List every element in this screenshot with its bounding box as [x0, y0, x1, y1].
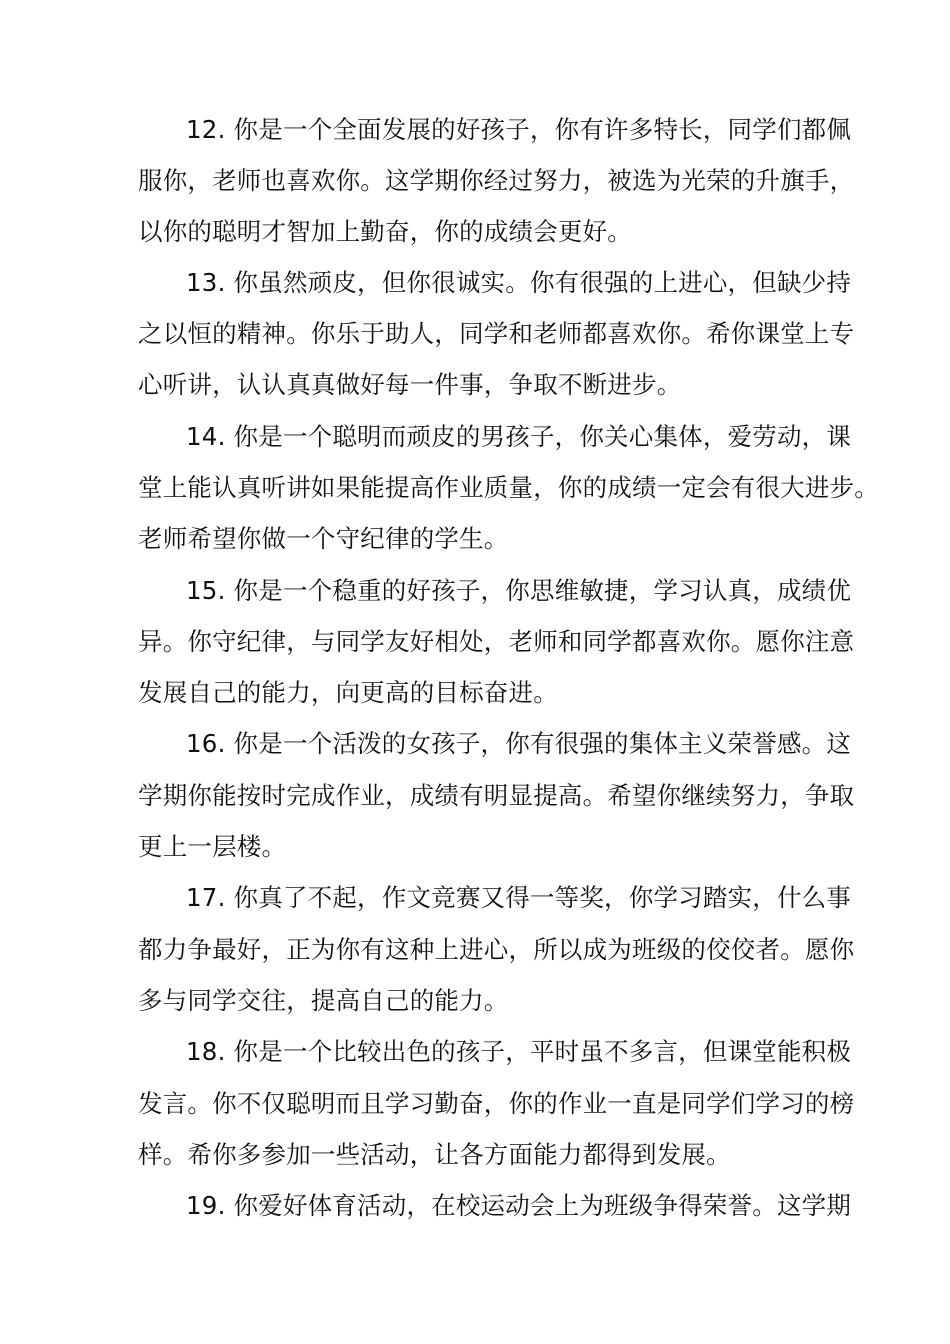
- comment-17-line-3: 多与同学交往，提高自己的能力。: [138, 986, 509, 1015]
- comment-18-line-2: 发言。你不仅聪明而且学习勤奋，你的作业一直是同学们学习的榜: [138, 1089, 855, 1118]
- comment-14-line-2: 堂上能认真听讲如果能提高作业质量，你的成绩一定会有很大进步。: [138, 473, 879, 502]
- comment-17-line-2: 都力争最好，正为你有这种上进心，所以成为班级的佼佼者。愿你: [138, 935, 855, 964]
- comment-18-line-1: 18. 你是一个比较出色的孩子，平时虽不多言，但课堂能积极: [186, 1037, 852, 1066]
- comment-16-line-1: 16. 你是一个活泼的女孩子，你有很强的集体主义荣誉感。这: [186, 729, 852, 758]
- comment-18-line-3: 样。希你多参加一些活动，让各方面能力都得到发展。: [138, 1140, 731, 1169]
- comment-17-line-1: 17. 你真了不起，作文竞赛又得一等奖，你学习踏实，什么事: [186, 883, 852, 912]
- comment-15-line-1: 15. 你是一个稳重的好孩子，你思维敏捷，学习认真，成绩优: [186, 576, 852, 605]
- comment-19-line-1: 19. 你爱好体育活动，在校运动会上为班级争得荣誉。这学期: [186, 1191, 852, 1220]
- comment-16-line-3: 更上一层楼。: [138, 832, 287, 861]
- comment-12-line-3: 以你的聪明才智加上勤奋，你的成绩会更好。: [138, 217, 632, 246]
- comment-13-line-2: 之以恒的精神。你乐于助人，同学和老师都喜欢你。希你课堂上专: [138, 319, 855, 348]
- comment-12-line-2: 服你，老师也喜欢你。这学期你经过努力，被选为光荣的升旗手，: [138, 166, 855, 195]
- comment-14-line-3: 老师希望你做一个守纪律的学生。: [138, 524, 509, 553]
- comment-13-line-3: 心听讲，认认真真做好每一件事，争取不断进步。: [138, 370, 682, 399]
- comment-14-line-1: 14. 你是一个聪明而顽皮的男孩子，你关心集体，爱劳动，课: [186, 422, 852, 451]
- comment-15-line-3: 发展自己的能力，向更高的目标奋进。: [138, 678, 558, 707]
- comment-13-line-1: 13. 你虽然顽皮，但你很诚实。你有很强的上进心，但缺少持: [186, 268, 852, 297]
- comment-16-line-2: 学期你能按时完成作业，成绩有明显提高。希望你继续努力，争取: [138, 781, 855, 810]
- comment-12-line-1: 12. 你是一个全面发展的好孩子，你有许多特长，同学们都佩: [186, 115, 852, 144]
- comment-15-line-2: 异。你守纪律，与同学友好相处，老师和同学都喜欢你。愿你注意: [138, 627, 855, 656]
